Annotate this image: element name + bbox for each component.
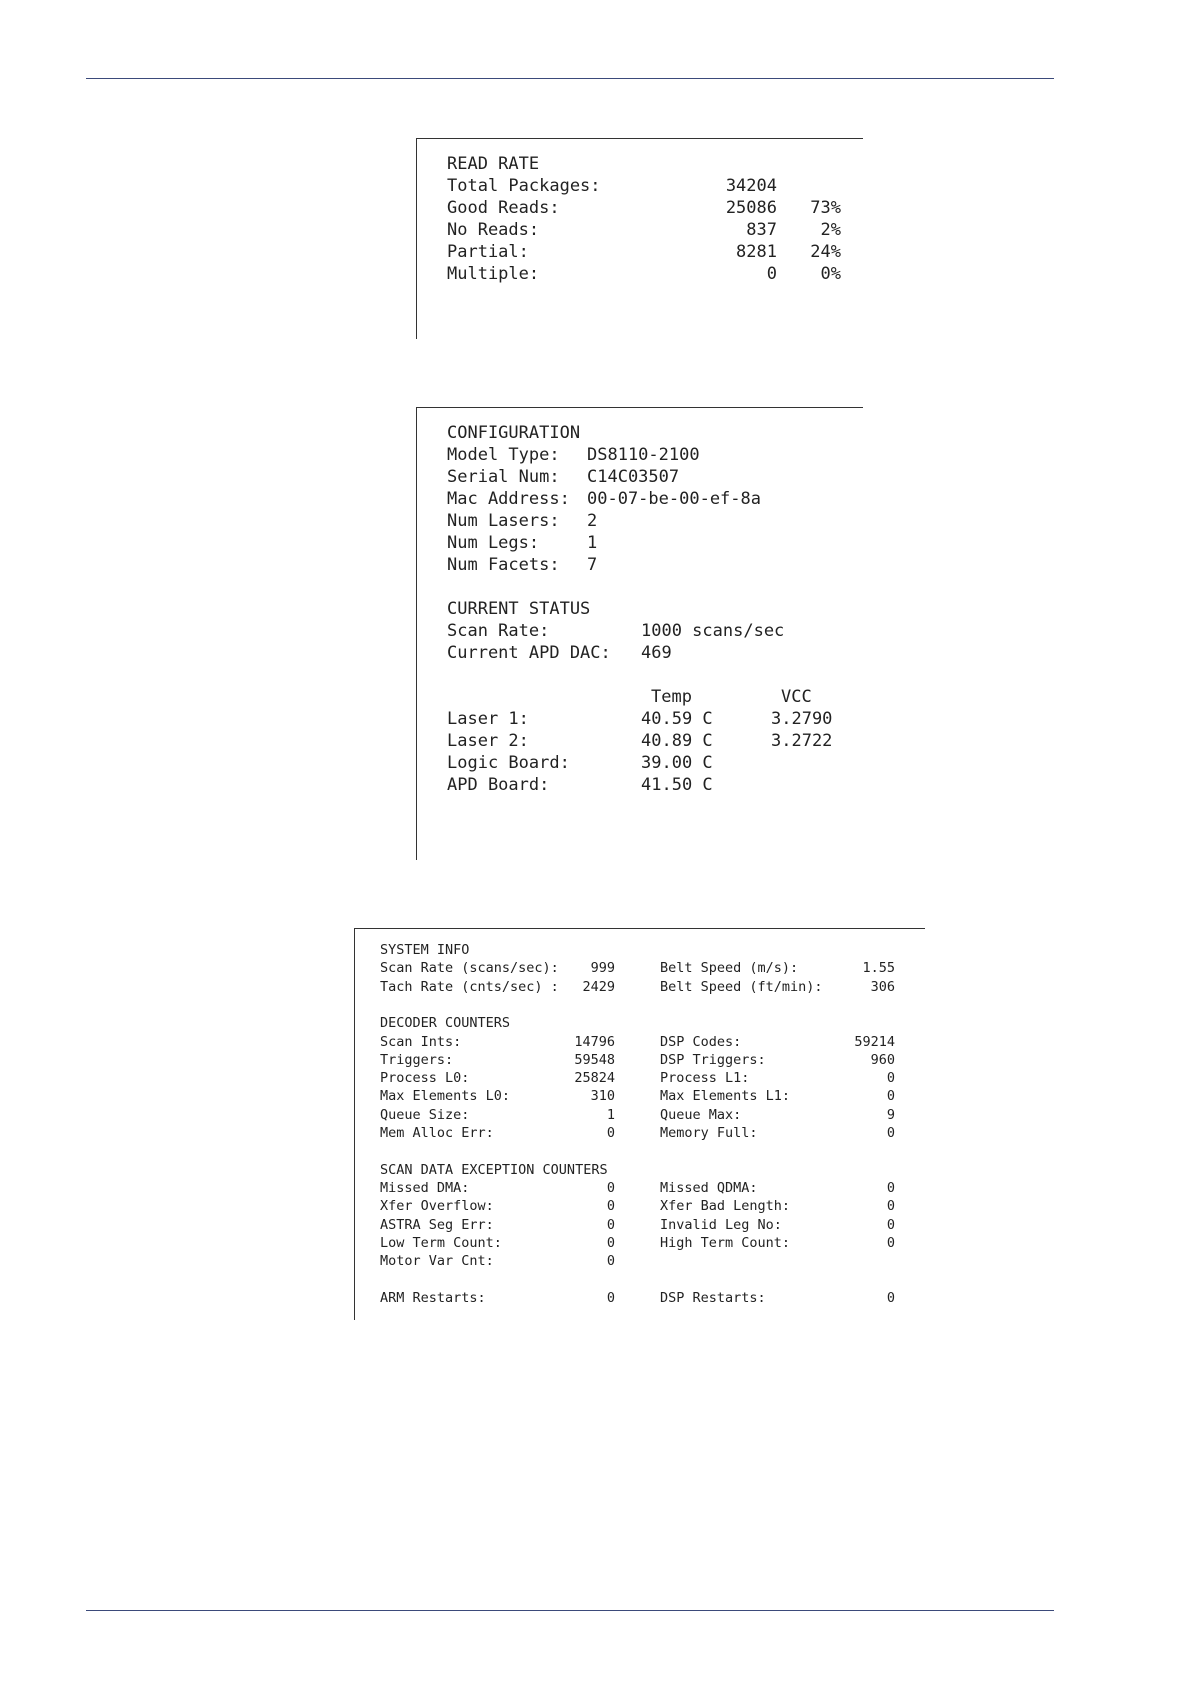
decoder-label-left: Mem Alloc Err: xyxy=(380,1125,494,1141)
current-status-title: CURRENT STATUS xyxy=(447,599,591,619)
temp-row xyxy=(417,774,713,796)
config-value: 2 xyxy=(587,511,598,531)
decoder-value-left: 14796 xyxy=(574,1033,615,1050)
exception-value-right: 0 xyxy=(886,1216,895,1233)
decoder-value-left: 25824 xyxy=(574,1070,615,1087)
temp-value: 40.59 C xyxy=(641,709,713,729)
decoder-value-right: 59214 xyxy=(854,1033,895,1050)
config-value: 1 xyxy=(587,533,598,553)
read-rate-value: 25086 xyxy=(725,198,777,218)
decoder-label-left: Process L0: xyxy=(380,1070,470,1087)
decoder-value-left: 1 xyxy=(606,1106,615,1123)
config-label: Num Legs: xyxy=(447,533,540,553)
decoder-value-left: 0 xyxy=(606,1125,615,1141)
exception-label-left: Low Term Count: xyxy=(380,1234,502,1251)
exception-value-left: 0 xyxy=(606,1234,615,1251)
config-label: Mac Address: xyxy=(447,489,570,509)
decoder-value-right: 0 xyxy=(886,1125,895,1141)
temp-label: Laser 2: xyxy=(447,731,529,751)
exception-label-right: High Term Count: xyxy=(660,1234,791,1251)
read-rate-label: Partial: xyxy=(447,242,529,262)
config-row xyxy=(417,488,761,510)
exception-value-left: 0 xyxy=(606,1253,615,1270)
decoder-label-right: Process L1: xyxy=(660,1070,750,1087)
status-label: Current APD DAC: xyxy=(447,643,611,663)
exception-label-left: ASTRA Seg Err: xyxy=(380,1216,494,1233)
exception-row xyxy=(355,1234,895,1252)
decoder-label-left: Queue Size: xyxy=(380,1106,470,1123)
decoder-value-left: 59548 xyxy=(574,1051,615,1068)
exception-value-right: 0 xyxy=(886,1234,895,1251)
sys-label-right: Belt Speed (ft/min): xyxy=(660,978,823,995)
config-row xyxy=(417,510,598,532)
scan-data-exception-title: SCAN DATA EXCEPTION COUNTERS xyxy=(380,1161,608,1178)
system-info-panel xyxy=(354,928,925,1320)
config-value: 7 xyxy=(587,555,598,575)
exception-row xyxy=(355,1197,895,1215)
config-value: C14C03507 xyxy=(587,467,680,487)
decoder-value-right: 9 xyxy=(886,1106,895,1123)
sys-label-left: Scan Rate (scans/sec): xyxy=(380,960,559,977)
status-row xyxy=(417,620,785,642)
dsp-restarts-value: 0 xyxy=(886,1289,895,1306)
read-rate-label: Good Reads: xyxy=(447,198,560,218)
decoder-row xyxy=(355,1051,895,1069)
decoder-row xyxy=(355,1106,895,1124)
exception-label-left: Motor Var Cnt: xyxy=(380,1253,494,1270)
temp-header-row xyxy=(417,686,812,708)
exception-value-right: 0 xyxy=(886,1198,895,1215)
decoder-label-right: DSP Triggers: xyxy=(660,1051,766,1068)
dsp-restarts-label: DSP Restarts: xyxy=(660,1289,766,1306)
config-label: Serial Num: xyxy=(447,467,560,487)
sys-label-right: Belt Speed (m/s): xyxy=(660,960,799,977)
read-rate-title: READ RATE xyxy=(447,154,540,174)
temp-value: 39.00 C xyxy=(641,753,713,773)
exception-row xyxy=(355,1216,895,1234)
decoder-row xyxy=(355,1087,895,1105)
status-row xyxy=(417,642,672,664)
decoder-label-left: Max Elements L0: xyxy=(380,1088,511,1105)
configuration-panel xyxy=(416,407,863,860)
decoder-row xyxy=(355,1124,895,1142)
exception-value-left: 0 xyxy=(606,1216,615,1233)
arm-restarts-label: ARM Restarts: xyxy=(380,1289,486,1306)
config-label: Num Lasers: xyxy=(447,511,560,531)
decoder-value-right: 0 xyxy=(886,1070,895,1087)
exception-label-right: Missed QDMA: xyxy=(660,1179,758,1196)
config-row xyxy=(417,532,598,554)
temp-row xyxy=(417,752,713,774)
current-status-title-row xyxy=(417,598,591,620)
exception-value-left: 0 xyxy=(606,1198,615,1215)
status-label: Scan Rate: xyxy=(447,621,550,641)
temp-value: 41.50 C xyxy=(641,775,713,795)
decoder-label-right: DSP Codes: xyxy=(660,1033,742,1050)
system-info-title-row xyxy=(355,941,470,959)
exception-label-left: Missed DMA: xyxy=(380,1179,470,1196)
read-rate-label: Multiple: xyxy=(447,264,540,284)
decoder-title-row xyxy=(355,1014,511,1032)
read-rate-value: 8281 xyxy=(736,242,777,262)
exception-value-left: 0 xyxy=(606,1179,615,1196)
config-row xyxy=(417,444,700,466)
restart-row xyxy=(355,1289,895,1307)
exception-label-right: Xfer Bad Length: xyxy=(660,1198,791,1215)
config-value: 00-07-be-00-ef-8a xyxy=(587,489,761,509)
config-row xyxy=(417,554,598,576)
exception-label-left: Xfer Overflow: xyxy=(380,1198,494,1215)
temp-label: Logic Board: xyxy=(447,753,570,773)
read-rate-value: 0 xyxy=(766,264,777,284)
decoder-label-right: Queue Max: xyxy=(660,1106,742,1123)
temp-row xyxy=(417,708,833,730)
exception-title-row xyxy=(355,1161,608,1179)
decoder-row xyxy=(355,1069,895,1087)
sys-label-left: Tach Rate (cnts/sec) : xyxy=(380,978,559,995)
decoder-value-right: 960 xyxy=(870,1051,895,1068)
read-rate-row xyxy=(417,219,841,241)
configuration-title: CONFIGURATION xyxy=(447,423,581,443)
temp-value: 40.89 C xyxy=(641,731,713,751)
header-rule xyxy=(86,78,1054,79)
read-rate-percent: 24% xyxy=(810,242,841,262)
temp-row xyxy=(417,730,833,752)
temp-label: APD Board: xyxy=(447,775,550,795)
decoder-label-right: Max Elements L1: xyxy=(660,1088,791,1105)
temp-column-header: Temp xyxy=(651,687,692,707)
read-rate-percent: 0% xyxy=(820,264,841,284)
config-label: Num Facets: xyxy=(447,555,560,575)
config-value: DS8110-2100 xyxy=(587,445,700,465)
decoder-counters-title: DECODER COUNTERS xyxy=(380,1015,511,1032)
config-row xyxy=(417,466,680,488)
status-value: 469 xyxy=(641,643,672,663)
exception-label-right: Invalid Leg No: xyxy=(660,1216,782,1233)
decoder-label-left: Scan Ints: xyxy=(380,1033,462,1050)
sys-value-right: 306 xyxy=(870,978,895,995)
temp-label: Laser 1: xyxy=(447,709,529,729)
footer-rule xyxy=(86,1610,1054,1611)
arm-restarts-value: 0 xyxy=(606,1289,615,1306)
read-rate-value: 837 xyxy=(746,220,777,240)
exception-row xyxy=(355,1252,615,1270)
read-rate-percent: 2% xyxy=(820,220,841,240)
decoder-value-left: 310 xyxy=(590,1088,615,1105)
read-rate-row xyxy=(417,263,841,285)
read-rate-row xyxy=(417,197,841,219)
system-info-row xyxy=(355,959,895,977)
sys-value-left: 999 xyxy=(590,960,615,977)
vcc-value: 3.2722 xyxy=(771,731,833,751)
vcc-value: 3.2790 xyxy=(771,709,833,729)
sys-value-left: 2429 xyxy=(582,978,615,995)
read-rate-row xyxy=(417,241,841,263)
system-info-row xyxy=(355,978,895,996)
read-rate-row xyxy=(417,175,777,197)
decoder-label-left: Triggers: xyxy=(380,1051,454,1068)
read-rate-value: 34204 xyxy=(725,176,777,196)
decoder-row xyxy=(355,1033,895,1051)
sys-value-right: 1.55 xyxy=(862,960,895,977)
configuration-title-row xyxy=(417,422,581,444)
decoder-value-right: 0 xyxy=(886,1088,895,1105)
vcc-column-header: VCC xyxy=(781,687,812,707)
read-rate-title-row xyxy=(417,153,540,175)
exception-row xyxy=(355,1179,895,1197)
exception-value-right: 0 xyxy=(886,1179,895,1196)
read-rate-label: Total Packages: xyxy=(447,176,601,196)
system-info-title: SYSTEM INFO xyxy=(380,942,470,958)
status-value: 1000 scans/sec xyxy=(641,621,785,641)
read-rate-percent: 73% xyxy=(810,198,841,218)
decoder-label-right: Memory Full: xyxy=(660,1125,758,1141)
read-rate-label: No Reads: xyxy=(447,220,540,240)
config-label: Model Type: xyxy=(447,445,560,465)
read-rate-panel xyxy=(416,138,863,339)
